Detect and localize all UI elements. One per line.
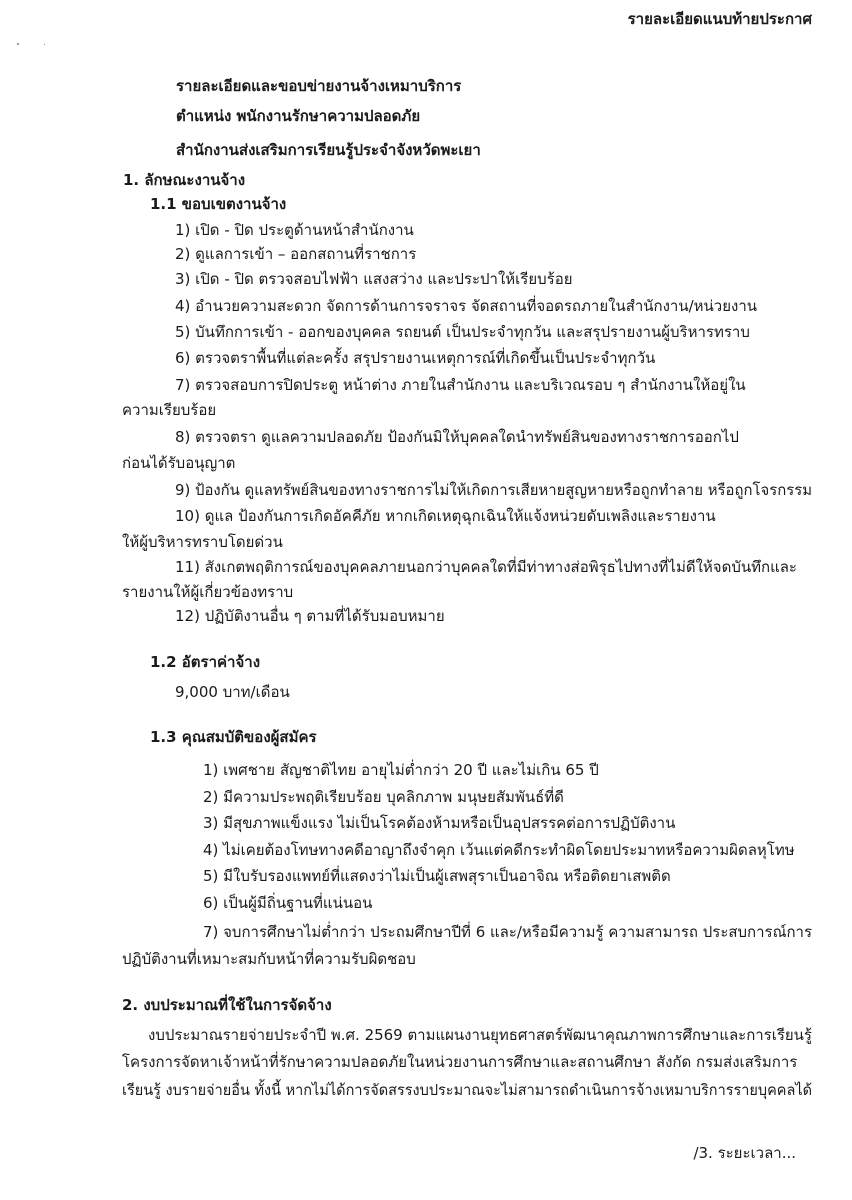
budget-line: งบประมาณรายจ่ายประจำปี พ.ศ. 2569 ตามแผนงานยุทธศาสตร์พัฒนาคุณภาพการศึกษาและการเรียนรู้ xyxy=(148,1026,812,1044)
scope-item-continuation: รายงานให้ผู้เกี่ยวข้องทราบ xyxy=(122,583,294,601)
scope-item: 6) ตรวจตราพื้นที่แต่ละครั้ง สรุปรายงานเหตุการณ์ที่เกิดขึ้นเป็นประจำทุกวัน xyxy=(175,349,656,367)
wage-value: 9,000 บาท/เดือน xyxy=(175,683,290,701)
scope-item-continuation: ให้ผู้บริหารทราบโดยด่วน xyxy=(122,533,283,551)
scope-item-continuation: ก่อนได้รับอนุญาต xyxy=(122,454,236,472)
scope-item: 9) ป้องกัน ดูแลทรัพย์สินของทางราชการไม่ให้เกิดการเสียหายสูญหายหรือถูกทำลาย หรือถูกโจรกรรม xyxy=(175,481,812,499)
attachment-header: รายละเอียดแนบท้ายประกาศ xyxy=(627,10,812,28)
budget-line: เรียนรู้ งบรายจ่ายอื่น ทั้งนี้ หากไม่ได้การจัดสรรงบประมาณจะไม่สามารถดำเนินการจ้างเหมาบริการรายบุคคลได้ xyxy=(122,1081,813,1099)
budget-line: โครงการจัดหาเจ้าหน้าที่รักษาความปลอดภัยในหน่วยงานการศึกษาและสถานศึกษา สังกัด กรมส่งเสริมการ xyxy=(122,1053,798,1071)
scope-item: 11) สังเกตพฤติการณ์ของบุคคลภายนอกว่าบุคคลใดที่มีท่าทางส่อพิรุธไปทางที่ไม่ดีให้จดบันทึกและ xyxy=(175,558,797,576)
scope-item: 10) ดูแล ป้องกันการเกิดอัคคีภัย หากเกิดเหตุฉุกเฉินให้แจ้งหน่วยดับเพลิงและรายงาน xyxy=(175,507,716,525)
qualification-item: 4) ไม่เคยต้องโทษทางคดีอาญาถึงจำคุก เว้นแต่คดีกระทำผิดโดยประมาทหรือความผิดลหุโทษ xyxy=(203,841,795,859)
qualification-item: 2) มีความประพฤติเรียบร้อย บุคลิกภาพ มนุษยสัมพันธ์ที่ดี xyxy=(203,788,564,806)
qualification-item: 5) มีใบรับรองแพทย์ที่แสดงว่าไม่เป็นผู้เสพสุราเป็นอาจิณ หรือติดยาเสพติด xyxy=(203,867,671,885)
section-1-heading: 1. ลักษณะงานจ้าง xyxy=(123,171,246,189)
scan-speck xyxy=(44,44,45,45)
qualification-item: 7) จบการศึกษาไม่ต่ำกว่า ประถมศึกษาปีที่ 6 และ/หรือมีความรู้ ความสามารถ ประสบการณ์การ xyxy=(203,923,813,941)
page-continuation-footer: /3. ระยะเวลา... xyxy=(693,1144,796,1162)
scope-item: 8) ตรวจตรา ดูแลความปลอดภัย ป้องกันมิให้บุคคลใดนำทรัพย์สินของทางราชการออกไป xyxy=(175,428,739,446)
title-line-3: สำนักงานส่งเสริมการเรียนรู้ประจำจังหวัดพะเยา xyxy=(176,141,481,159)
qualification-item: 3) มีสุขภาพแข็งแรง ไม่เป็นโรคต้องห้ามหรือเป็นอุปสรรคต่อการปฏิบัติงาน xyxy=(203,814,676,832)
title-line-1: รายละเอียดและขอบข่ายงานจ้างเหมาบริการ xyxy=(176,77,462,95)
scope-item: 12) ปฏิบัติงานอื่น ๆ ตามที่ได้รับมอบหมาย xyxy=(175,607,445,625)
scope-item: 5) บันทึกการเข้า - ออกของบุคคล รถยนต์ เป็นประจำทุกวัน และสรุปรายงานผู้บริหารทราบ xyxy=(175,323,750,341)
scan-speck xyxy=(17,43,19,45)
scope-item: 3) เปิด - ปิด ตรวจสอบไฟฟ้า แสงสว่าง และประปาให้เรียบร้อย xyxy=(175,270,573,288)
scope-item: 2) ดูแลการเข้า – ออกสถานที่ราชการ xyxy=(175,245,417,263)
scope-item: 1) เปิด - ปิด ประตูด้านหน้าสำนักงาน xyxy=(175,221,414,239)
qualification-item: 1) เพศชาย สัญชาติไทย อายุไม่ต่ำกว่า 20 ปี และไม่เกิน 65 ปี xyxy=(203,761,599,779)
title-line-2: ตำแหน่ง พนักงานรักษาความปลอดภัย xyxy=(176,107,421,125)
scope-item: 4) อำนวยความสะดวก จัดการด้านการจราจร จัดสถานที่จอดรถภายในสำนักงาน/หน่วยงาน xyxy=(175,297,758,315)
scope-item: 7) ตรวจสอบการปิดประตู หน้าต่าง ภายในสำนักงาน และบริเวณรอบ ๆ สำนักงานให้อยู่ใน xyxy=(175,376,746,394)
qualification-item: 6) เป็นผู้มีถิ่นฐานที่แน่นอน xyxy=(203,894,373,912)
scope-item-continuation: ความเรียบร้อย xyxy=(122,401,217,419)
qualifications-heading: 1.3 คุณสมบัติของผู้สมัคร xyxy=(150,728,317,746)
scope-heading: 1.1 ขอบเขตงานจ้าง xyxy=(150,195,287,213)
section-2-heading: 2. งบประมาณที่ใช้ในการจัดจ้าง xyxy=(122,996,332,1014)
wage-heading: 1.2 อัตราค่าจ้าง xyxy=(150,653,261,671)
qualification-item-continuation: ปฏิบัติงานที่เหมาะสมกับหน้าที่ความรับผิดชอบ xyxy=(122,950,416,968)
